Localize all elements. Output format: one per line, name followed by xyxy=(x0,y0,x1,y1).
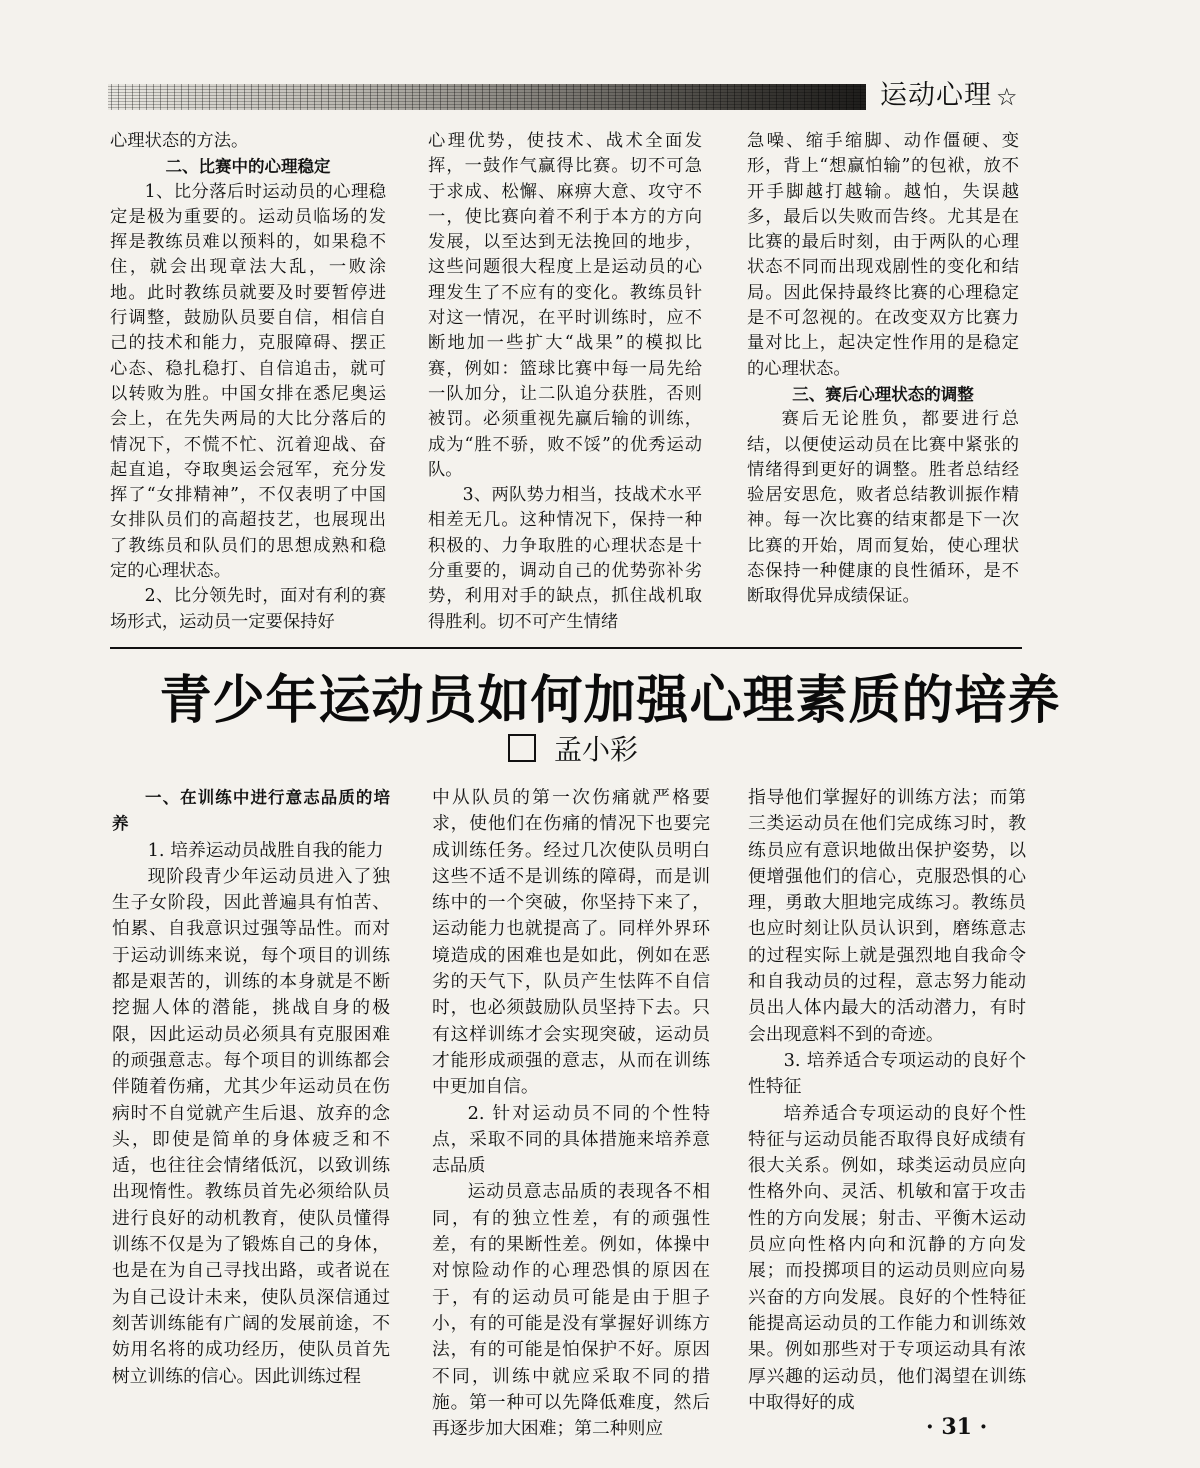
article-divider xyxy=(110,647,1022,649)
section-heading: 一、在训练中进行意志品质的培养 xyxy=(112,788,390,834)
paragraph: 培养适合专项运动的良好个性特征与运动员能否取得良好成绩有很大关系。例如，球类运动员应向性格外向、灵活、机敏和富于攻击性的方向发展；射击、平衡木运动员应向性格内向和沉静的方向发展；而投掷项目的运动员则应向易兴奋的方向发展。良好的个性特征能提高运动员的工作能力和训练效果。例如那些对于专项运动具有浓厚兴趣的运动员，他们渴望在训练中取得好的成 xyxy=(748,1102,1026,1413)
byline-square-icon xyxy=(508,734,536,762)
paragraph: 3. 培养适合专项运动的良好个性特征 xyxy=(748,1049,1026,1098)
section-heading: 三、赛后心理状态的调整 xyxy=(792,384,974,404)
header-decorative-band xyxy=(108,84,866,110)
paragraph: 赛后无论胜负，都要进行总结，以便使运动员在比赛中紧张的情绪得到更好的调整。胜者总结经验居安思危，败者总结教训振作精神。每一次比赛的结束都是下一次比赛的开始，周而复始，使心理状态保持一种健康的良性循环，是不断取得优异成绩保证。 xyxy=(747,409,1019,607)
paragraph: 1. 培养运动员战胜自我的能力 xyxy=(147,839,384,861)
author-name: 孟小彩 xyxy=(554,733,639,766)
paragraph: 3、两队势力相当，技战术水平相差无几。这种情况下，保持一种积极的、力争取胜的心理状态是十分重要的，调动自己的优势弥补劣势，利用对手的缺点，抓住战机取得胜利。切不可产生情绪 xyxy=(428,485,702,632)
prev-article-column-3 xyxy=(747,129,1019,610)
article-column-1 xyxy=(112,785,390,1390)
paragraph: 心理状态的方法。 xyxy=(110,131,249,151)
article-title: 青少年运动员如何加强心理素质的培养 xyxy=(159,671,1061,731)
article-column-3 xyxy=(748,785,1026,1416)
prev-article-column-1 xyxy=(110,129,386,635)
byline xyxy=(508,730,638,770)
star-icon: ☆ xyxy=(996,83,1018,111)
page-number: · 31 · xyxy=(926,1414,988,1440)
paragraph: 运动员意志品质的表现各不相同，有的独立性差，有的顽强性差，有的果断性差。例如，体操中对惊险动作的心理恐惧的原因在于，有的运动员可能是由于胆子小，有的可能是没有掌握好训练方法，有的可能是怕保护不好。原因不同，训练中就应采取不同的措施。第一种可以先降低难度，然后再逐步加大困难；第二种则应 xyxy=(432,1181,710,1440)
paragraph: 中从队员的第一次伤痛就严格要求，使他们在伤痛的情况下也要完成训练任务。经过几次使队员明白这些不适不是训练的障碍，而是训练中的一个突破，你坚持下来了，运动能力也就提高了。同样外界环境造成的困难也是如此，例如在恶劣的天气下，队员产生怯阵不自信时，也必须鼓励队员坚持下去。只有这样训练才会实现突破，运动员才能形成顽强的意志，从而在训练中更加自信。 xyxy=(432,787,710,1098)
paragraph: 2、比分领先时，面对有利的赛场形式，运动员一定要保持好 xyxy=(110,586,386,632)
paragraph: 心理优势，使技术、战术全面发挥，一鼓作气赢得比赛。切不可急于求成、松懈、麻痹大意、攻守不一，使比赛向着不利于本方的方向发展，以至达到无法挽回的地步，这些问题很大程度上是运动员的心理发生了不应有的变化。教练员针对这一情况，在平时训练时，应不断地加一些扩大“战果”的模拟比赛，例如：篮球比赛中每一局先给一队加分，让二队追分获胜，否则被罚。必须重视先赢后输的训练，成为“胜不骄，败不馁”的优秀运动队。 xyxy=(428,131,702,480)
prev-article-column-2 xyxy=(428,129,702,635)
section-heading: 二、比赛中的心理稳定 xyxy=(165,157,331,177)
paragraph: 急噪、缩手缩脚、动作僵硬、变形，背上“想赢怕输”的包袱，放不开手脚越打越输。越怕，失误越多，最后以失败而告终。尤其是在比赛的最后时刻，由于两队的心理状态不同而出现戏剧性的变化和结局。因此保持最终比赛的心理稳定是不可忽视的。在改变双方比赛力量对比上，起决定性作用的是稳定的心理状态。 xyxy=(747,131,1019,379)
paragraph: 1、比分落后时运动员的心理稳定是极为重要的。运动员临场的发挥是教练员难以预料的，如果稳不住，就会出现章法大乱，一败涂地。此时教练员就要及时要暂停进行调整，鼓励队员要自信，相信自己的技术和能力，克服障碍、摆正心态、稳扎稳打、自信追击，就可以转败为胜。中国女排在悉尼奥运会上，在先失两局的大比分落后的情况下，不慌不忙、沉着迎战、奋起直追，夺取奥运会冠军，充分发挥了“女排精神”，不仅表明了中国女排队员们的高超技艺，也展现出了教练员和队员们的思想成熟和稳定的心理状态。 xyxy=(110,181,386,582)
article-column-2 xyxy=(432,785,710,1442)
paragraph: 2. 针对运动员不同的个性特点，采取不同的具体措施来培养意志品质 xyxy=(432,1102,710,1177)
paragraph: 现阶段青少年运动员进入了独生子女阶段，因此普遍具有怕苦、怕累、自我意识过强等品性。而对于运动训练来说，每个项目的训练都是艰苦的，训练的本身就是不断挖掘人体的潜能，挑战自身的极限，因此运动员必须具有克服困难的顽强意志。每个项目的训练都会伴随着伤痛，尤其少年运动员在伤病时不自觉就产生后退、放弃的念头，即使是简单的身体疲乏和不适，也往往会情绪低沉，以致训练出现惰性。教练员首先必须给队员进行良好的动机教育，使队员懂得训练不仅是为了锻炼自己的身体，也是在为自己寻找出路，或者说在为自己设计未来，使队员深信通过刻苦训练能有广阔的发展前途，不妨用名将的成功经历，使队员首先树立训练的信心。因此训练过程 xyxy=(112,865,390,1387)
section-label: 运动心理 xyxy=(880,80,992,111)
paragraph: 指导他们掌握好的训练方法；而第三类运动员在他们完成练习时，教练员应有意识地做出保护姿势，以便增强他们的信心，克服恐惧的心理，勇敢大胆地完成练习。教练员也应时刻让队员认识到，磨练意志的过程实际上就是强烈地自我命令和自我动员的过程，意志努力能动员出人体内最大的活动潜力，有时会出现意料不到的奇迹。 xyxy=(748,787,1026,1045)
